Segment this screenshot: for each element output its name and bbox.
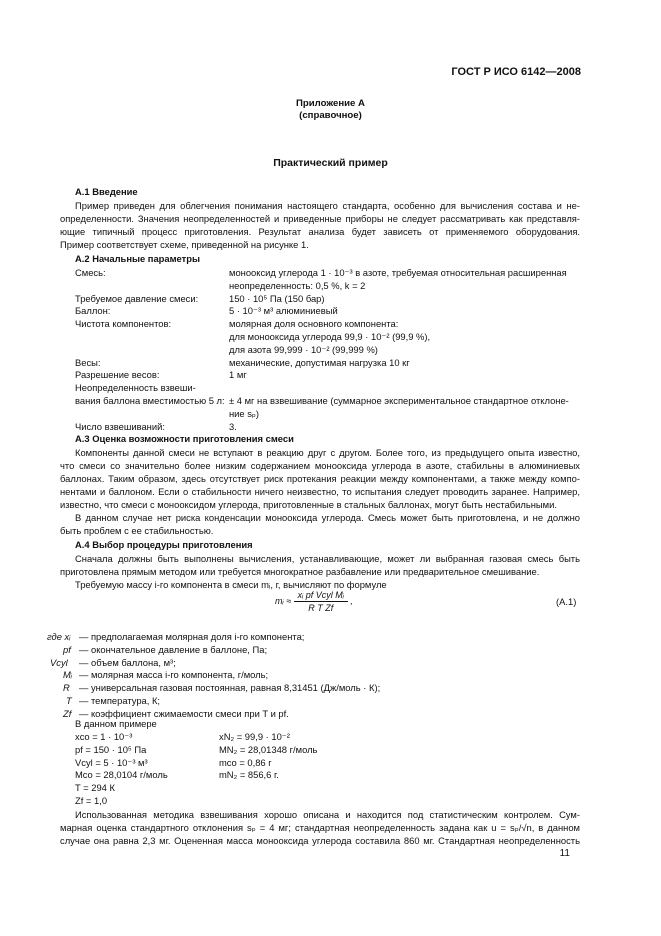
- parameter-value: 150 · 10⁵ Па (150 бар): [229, 292, 325, 304]
- formula-lhs: mᵢ ≈: [275, 595, 292, 606]
- parameter-label: Весы:: [75, 356, 101, 368]
- parameter-label: Требуемое давление смеси:: [75, 292, 199, 304]
- section-a4-heading: А.4 Выбор процедуры приготовления: [75, 539, 253, 550]
- parameter-value: ± 4 мг на взвешивание (суммарное экспериментальное стандартное отклоне-: [229, 395, 569, 406]
- variable-symbol: pf: [63, 643, 71, 655]
- example-intro: В данном примере: [75, 718, 157, 729]
- section-a3-line: В данном случае нет риска конденсации монооксида углерода. Смесь может быть приготовлена, и не должно: [75, 512, 580, 523]
- formula-a1: [275, 590, 353, 613]
- section-a3-heading: А.3 Оценка возможности приготовления смеси: [75, 433, 294, 444]
- variable-symbol: где xᵢ: [47, 631, 71, 642]
- section-a1-heading: А.1 Введение: [75, 186, 138, 197]
- parameter-value: 3.: [229, 420, 237, 432]
- variable-description: — коэффициент сжимаемости смеси при T и pf.: [79, 707, 289, 719]
- section-a1-line: Пример приведен для облегчения понимания настоящего стандарта, особенно для вычисления состава и не-: [75, 200, 580, 211]
- example-value: MN₂ = 28,01348 г/моль: [219, 743, 318, 755]
- page-number: 11: [559, 848, 570, 859]
- parameter-value: механические, допустимая нагрузка 10 кг: [229, 356, 410, 368]
- formula-fraction: [294, 590, 348, 613]
- section-a3-line: что смеси со значительно более низким содержанием монооксида углерода в азоте, стабильны в алюминиевых: [60, 460, 580, 471]
- parameter-label: Чистота компонентов:: [75, 318, 172, 330]
- page-title: Практический пример: [273, 157, 388, 169]
- section-a3-line: нентами и баллоном. Если о стабильности ничего неизвестно, то испытания следует проводить заранее. Например,: [60, 486, 580, 497]
- parameter-value: для монооксида углерода 99,9 · 10⁻² (99,9 %),: [229, 331, 431, 342]
- parameter-label: Число взвешиваний:: [75, 420, 165, 432]
- closing-line: Использованная методика взвешивания хорошо описана и находится под статистическим контролем. Сум-: [75, 809, 580, 820]
- formula-tail: ,: [350, 595, 353, 606]
- variable-description: — окончательное давление в баллоне, Па;: [79, 643, 268, 655]
- example-value: Mco = 28,0104 г/моль: [75, 769, 168, 781]
- section-a4-line: Требуемую массу i-го компонента в смеси mᵢ, г, вычисляют по формуле: [75, 579, 387, 590]
- section-a3-line: быть проблем с ее стабильностью.: [60, 525, 214, 536]
- parameter-value: для азота 99,999 · 10⁻² (99,999 %): [229, 343, 378, 355]
- closing-line: марная оценка стандартного отклонения sₚ = 4 мг; стандартная неопределенность задана как u = sₚ/√n, в данном: [60, 822, 580, 833]
- parameter-label: Баллон:: [75, 305, 111, 317]
- closing-line: случае она равна 2,3 мг. Оцененная масса монооксида углерода составила 860 мг. Стандартная неопределенность: [60, 835, 580, 846]
- example-value: xN₂ = 99,9 · 10⁻²: [219, 731, 290, 742]
- document-code: ГОСТ Р ИСО 6142—2008: [451, 66, 581, 78]
- section-a4-line: приготовлена прямым методом или требуется многократное разбавление или предварительное смешивание.: [60, 566, 540, 577]
- variable-description: — предполагаемая молярная доля i-го компонента;: [79, 631, 305, 642]
- example-value: mco = 0,86 г: [219, 756, 272, 768]
- formula-numerator: xᵢ pf Vcyl Mᵢ: [294, 590, 348, 602]
- example-value: pf = 150 · 10⁵ Па: [75, 743, 147, 755]
- example-value: Zf = 1,0: [75, 795, 108, 806]
- example-value: Vcyl = 5 · 10⁻³ м³: [75, 756, 148, 768]
- variable-symbol: Zf: [63, 707, 72, 719]
- parameter-label: Неопределенность взвеши-: [75, 382, 196, 394]
- appendix-type: (справочное): [299, 110, 362, 121]
- parameter-value: монооксид углерода 1 · 10⁻³ в азоте, требуемая относительная расширенная: [229, 267, 567, 278]
- variable-description: — молярная масса i-го компонента, г/моль;: [79, 669, 269, 681]
- parameter-value: 1 мг: [229, 369, 247, 381]
- formula-number: (А.1): [556, 596, 577, 607]
- variable-symbol: Mᵢ: [63, 669, 72, 681]
- section-a3-line: баллонах. Таким образом, здесь отсутствует риск протекания реакции между компонентами, а также между компо-: [60, 473, 580, 484]
- parameter-value: ние sₚ): [229, 407, 260, 419]
- section-a4-line: Сначала должны быть выполнены вычисления, устанавливающие, может ли выбранная газовая смесь быть: [75, 553, 580, 564]
- variable-description: — температура, К;: [79, 695, 161, 706]
- variable-symbol: R: [63, 682, 70, 694]
- variable-description: — объем баллона, м³;: [79, 656, 176, 668]
- variable-description: — универсальная газовая постоянная, равная 8,31451 (Дж/моль · К);: [79, 682, 381, 694]
- formula-denominator: R T Zf: [308, 603, 334, 613]
- example-value: xco = 1 · 10⁻³: [75, 731, 133, 742]
- example-value: mN₂ = 856,6 г.: [219, 769, 279, 781]
- variable-symbol: Vcyl: [50, 656, 68, 668]
- section-a2-heading: А.2 Начальные параметры: [75, 253, 200, 264]
- parameter-label: Смесь:: [75, 267, 106, 278]
- section-a3-line: известно, что смеси с монооксидом углерода, приготовленные в стальных баллонах, могут быть нестабильными.: [60, 499, 557, 510]
- appendix-heading: [0, 98, 661, 122]
- parameter-label: Разрешение весов:: [75, 369, 160, 381]
- section-a1-line: определенности. Значения неопределенностей и приведенные приборы не следует рассматривать как представля-: [60, 213, 580, 224]
- parameter-value: неопределенность: 0,5 %, k = 2: [229, 279, 366, 291]
- appendix-label: Приложение А: [296, 98, 365, 109]
- section-a1-line: ющие типичный процесс приготовления. Результат анализа будет зависеть от применяемого оборудования.: [60, 226, 580, 237]
- parameter-value: 5 · 10⁻³ м³ алюминиевый: [229, 305, 338, 317]
- parameter-label: вания баллона вместимостью 5 л:: [75, 395, 225, 406]
- section-a1-line: Пример соответствует схеме, приведенной на рисунке 1.: [60, 239, 309, 250]
- example-value: T = 294 К: [75, 782, 115, 794]
- parameter-value: молярная доля основного компонента:: [229, 318, 399, 330]
- variable-symbol: T: [66, 695, 72, 706]
- section-a3-line: Компоненты данной смеси не вступают в реакцию друг с другом. Более того, из предыдущего опыта известно,: [75, 447, 580, 458]
